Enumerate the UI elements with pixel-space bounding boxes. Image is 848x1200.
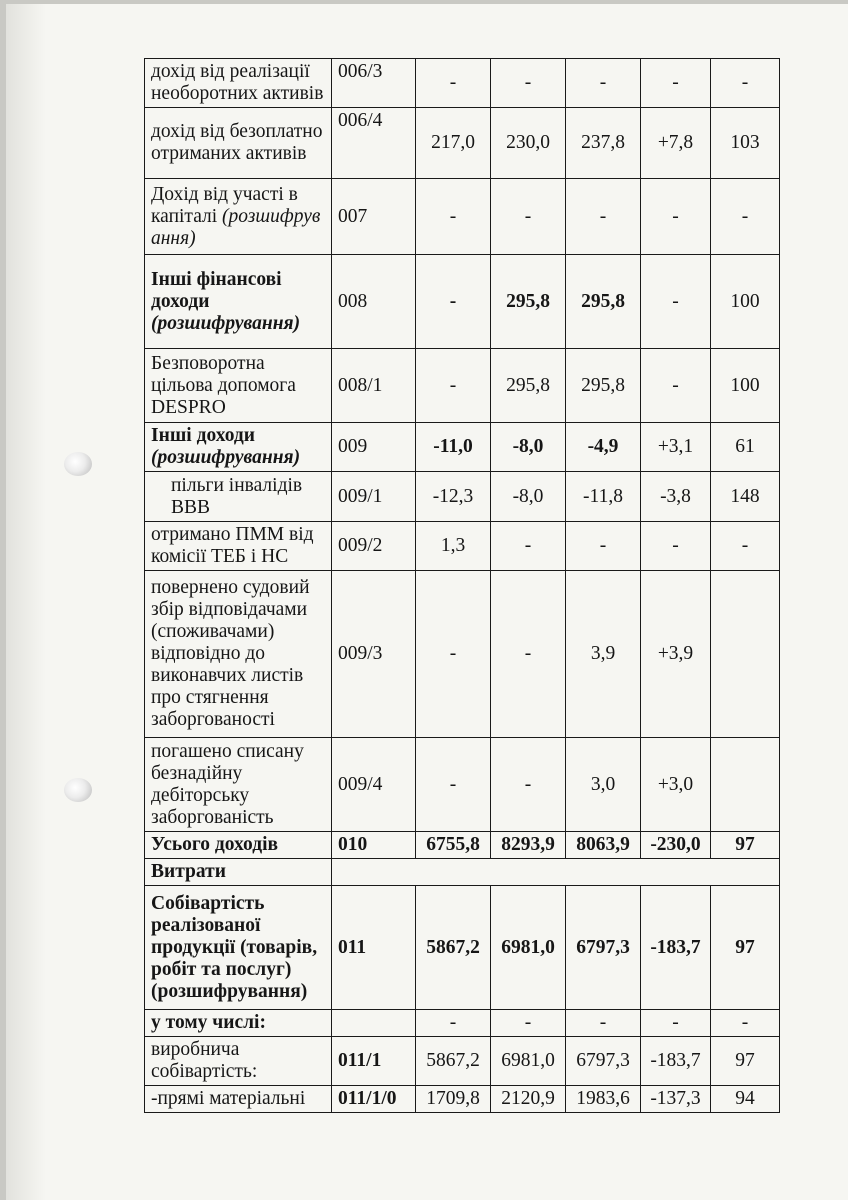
value-cell: -8,0 xyxy=(491,423,566,472)
value-cell xyxy=(711,571,780,738)
table-row xyxy=(145,1037,780,1086)
value-cell: - xyxy=(566,59,641,108)
value-cell: 6981,0 xyxy=(491,1037,566,1086)
table-row xyxy=(145,423,780,472)
value-cell: - xyxy=(566,1010,641,1037)
value-cell: 6755,8 xyxy=(416,832,491,859)
value-cell: 148 xyxy=(711,472,780,522)
row-code: 009/1 xyxy=(332,472,416,522)
value-cell: - xyxy=(491,1010,566,1037)
value-cell: -11,8 xyxy=(566,472,641,522)
value-cell: - xyxy=(416,179,491,255)
row-name: дохід від безоплатно отриманих активів xyxy=(145,108,332,179)
row-name-main: Дохід від участі в капіталі xyxy=(151,183,298,227)
value-cell: 6797,3 xyxy=(566,886,641,1010)
table-row xyxy=(145,886,780,1010)
empty-cell xyxy=(332,859,780,886)
row-code: 009/4 xyxy=(332,738,416,832)
row-code: 007 xyxy=(332,179,416,255)
value-cell: 3,9 xyxy=(566,571,641,738)
value-cell: - xyxy=(711,179,780,255)
row-name: виробнича собівартість: xyxy=(145,1037,332,1086)
value-cell: 237,8 xyxy=(566,108,641,179)
punch-hole xyxy=(64,452,92,476)
value-cell: 295,8 xyxy=(566,255,641,349)
value-cell: 97 xyxy=(711,886,780,1010)
value-cell: - xyxy=(491,738,566,832)
value-cell: 1709,8 xyxy=(416,1086,491,1113)
value-cell: 295,8 xyxy=(491,349,566,423)
value-cell: 295,8 xyxy=(491,255,566,349)
row-name-text: пільги інвалідів ВВВ xyxy=(171,474,303,518)
value-cell: - xyxy=(416,571,491,738)
row-name: -прямі матеріальні xyxy=(145,1086,332,1113)
row-name xyxy=(145,472,332,522)
value-cell: - xyxy=(566,522,641,571)
row-code: 008 xyxy=(332,255,416,349)
table-row xyxy=(145,859,780,886)
value-cell: - xyxy=(641,349,711,423)
row-code: 011/1/0 xyxy=(332,1086,416,1113)
table-row xyxy=(145,255,780,349)
row-code: 009 xyxy=(332,423,416,472)
row-name-italic: (розшифрування) xyxy=(151,447,301,468)
value-cell: - xyxy=(491,179,566,255)
value-cell: - xyxy=(711,1010,780,1037)
row-code: 006/4 xyxy=(332,108,416,179)
row-code: 008/1 xyxy=(332,349,416,423)
value-cell: 100 xyxy=(711,349,780,423)
value-cell: 230,0 xyxy=(491,108,566,179)
value-cell: - xyxy=(416,349,491,423)
value-cell: +3,0 xyxy=(641,738,711,832)
section-heading: Витрати xyxy=(145,859,332,886)
value-cell: 61 xyxy=(711,423,780,472)
row-code xyxy=(332,1010,416,1037)
value-cell: - xyxy=(641,179,711,255)
value-cell: +7,8 xyxy=(641,108,711,179)
value-cell: - xyxy=(566,179,641,255)
table-row xyxy=(145,59,780,108)
value-cell: 8293,9 xyxy=(491,832,566,859)
financial-table xyxy=(144,58,780,1113)
row-name-italic: (розшифрування) xyxy=(151,312,301,334)
row-name-italic: (розшифрув ання) xyxy=(151,205,321,249)
value-cell: 217,0 xyxy=(416,108,491,179)
row-name: Безповоротна цільова допомога DESPRO xyxy=(145,349,332,423)
value-cell: - xyxy=(711,59,780,108)
value-cell: 295,8 xyxy=(566,349,641,423)
row-code: 010 xyxy=(332,832,416,859)
value-cell: 103 xyxy=(711,108,780,179)
value-cell: 8063,9 xyxy=(566,832,641,859)
table-row xyxy=(145,832,780,859)
value-cell: -11,0 xyxy=(416,423,491,472)
row-code: 011 xyxy=(332,886,416,1010)
table-row xyxy=(145,108,780,179)
table-row xyxy=(145,1086,780,1113)
value-cell: -230,0 xyxy=(641,832,711,859)
page-edge-shadow xyxy=(6,4,46,1200)
value-cell: 97 xyxy=(711,832,780,859)
row-name: повернено судовий збір відповідачами (споживачами) відповідно до виконавчих листів про стягнення заборгованості xyxy=(145,571,332,738)
value-cell: -8,0 xyxy=(491,472,566,522)
row-name: Усього доходів xyxy=(145,832,332,859)
value-cell: 1,3 xyxy=(416,522,491,571)
value-cell: -3,8 xyxy=(641,472,711,522)
value-cell xyxy=(711,738,780,832)
value-cell: 97 xyxy=(711,1037,780,1086)
value-cell: 5867,2 xyxy=(416,886,491,1010)
row-name xyxy=(145,423,332,472)
value-cell: 3,0 xyxy=(566,738,641,832)
row-name: у тому числі: xyxy=(145,1010,332,1037)
value-cell: -12,3 xyxy=(416,472,491,522)
value-cell: 1983,6 xyxy=(566,1086,641,1113)
table-row xyxy=(145,179,780,255)
value-cell: -137,3 xyxy=(641,1086,711,1113)
value-cell: +3,1 xyxy=(641,423,711,472)
value-cell: - xyxy=(416,255,491,349)
row-name: дохід від реалізації необоротних активів xyxy=(145,59,332,108)
value-cell: - xyxy=(491,571,566,738)
row-code: 009/2 xyxy=(332,522,416,571)
table-row xyxy=(145,1010,780,1037)
value-cell: 6797,3 xyxy=(566,1037,641,1086)
row-code: 011/1 xyxy=(332,1037,416,1086)
value-cell: 100 xyxy=(711,255,780,349)
value-cell: - xyxy=(416,59,491,108)
value-cell: -4,9 xyxy=(566,423,641,472)
row-name-main: Інші доходи xyxy=(151,425,256,446)
value-cell: - xyxy=(711,522,780,571)
row-name xyxy=(145,179,332,255)
value-cell: -183,7 xyxy=(641,1037,711,1086)
table-row xyxy=(145,349,780,423)
table-row xyxy=(145,522,780,571)
value-cell: - xyxy=(416,738,491,832)
value-cell: - xyxy=(641,255,711,349)
table-row xyxy=(145,738,780,832)
value-cell: 6981,0 xyxy=(491,886,566,1010)
value-cell: - xyxy=(491,59,566,108)
value-cell: 94 xyxy=(711,1086,780,1113)
row-code: 006/3 xyxy=(332,59,416,108)
value-cell: - xyxy=(491,522,566,571)
value-cell: - xyxy=(416,1010,491,1037)
table-row xyxy=(145,472,780,522)
table-row xyxy=(145,571,780,738)
value-cell: 5867,2 xyxy=(416,1037,491,1086)
value-cell: +3,9 xyxy=(641,571,711,738)
value-cell: - xyxy=(641,59,711,108)
row-name: отримано ПММ від комісії ТЕБ і НС xyxy=(145,522,332,571)
value-cell: 2120,9 xyxy=(491,1086,566,1113)
value-cell: -183,7 xyxy=(641,886,711,1010)
punch-hole xyxy=(64,778,92,802)
row-name: погашено списану безнадійну дебіторську заборгованість xyxy=(145,738,332,832)
value-cell: - xyxy=(641,522,711,571)
value-cell: - xyxy=(641,1010,711,1037)
row-name-main: Інші фінансові доходи xyxy=(151,268,282,312)
row-name xyxy=(145,255,332,349)
row-code: 009/3 xyxy=(332,571,416,738)
row-name: Собівартість реалізованої продукції (товарів, робіт та послуг) (розшифрування) xyxy=(145,886,332,1010)
